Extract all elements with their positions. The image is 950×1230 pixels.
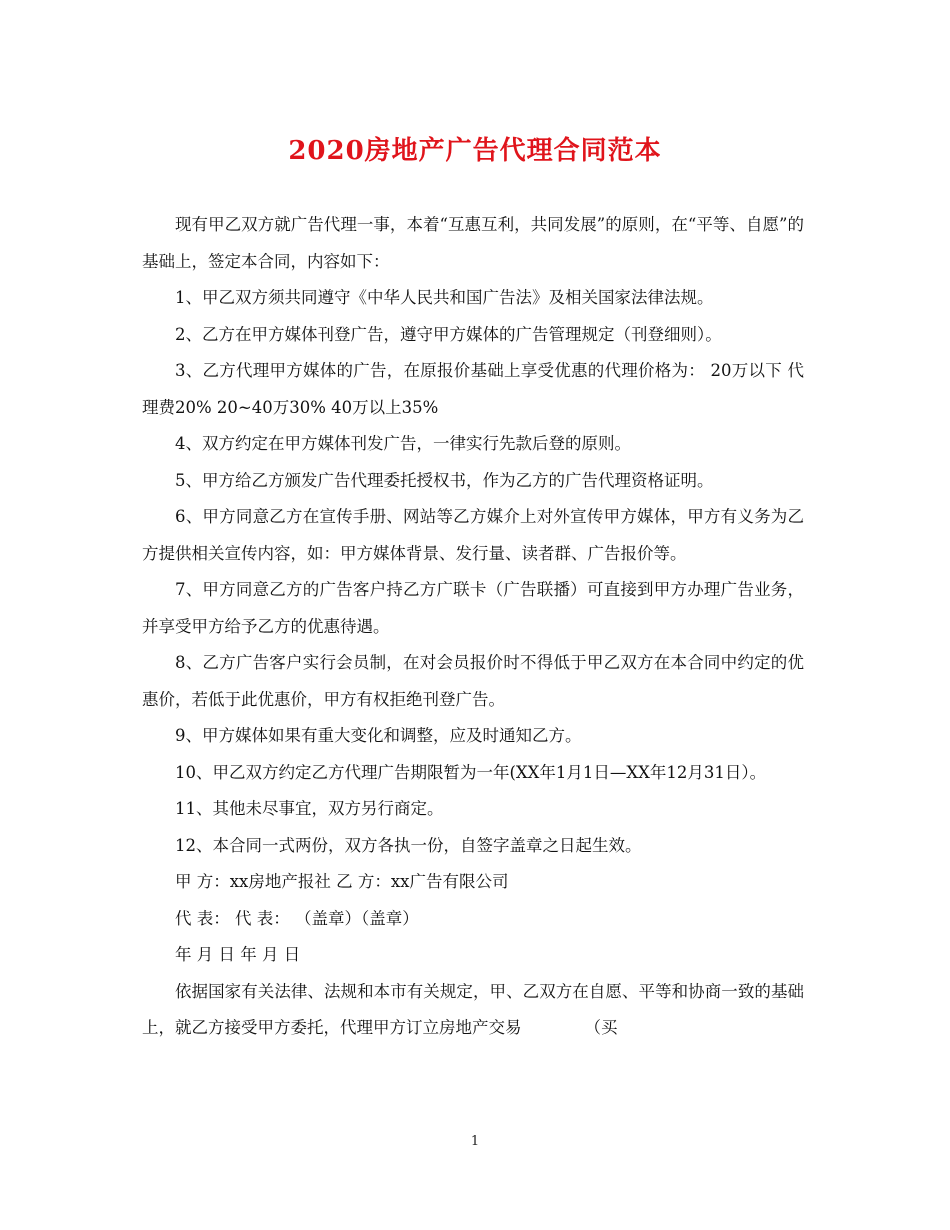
paragraph-clause-12: 12、本合同一式两份，双方各执一份，自签字盖章之日起生效。 <box>175 835 642 855</box>
document-body <box>142 207 804 1047</box>
signature-date-line: 年 月 日 年 月 日 <box>175 945 301 964</box>
document-title: 2020房地产广告代理合同范本 <box>288 136 662 166</box>
paragraph-clause-9: 9、甲方媒体如果有重大变化和调整，应及时通知乙方。 <box>175 726 582 745</box>
paragraph-clause-3: 3、乙方代理甲方媒体的广告，在原报价基础上享受优惠的代理价格为： 20万以下 代理费20% 20~40万30% 40万以上35% <box>142 361 804 417</box>
paragraph-clause-5: 5、甲方给乙方颁发广告代理委托授权书，作为乙方的广告代理资格证明。 <box>175 470 714 490</box>
paragraph-intro: 现有甲乙双方就广告代理一事，本着“互惠互利，共同发展”的原则，在“平等、自愿”的基础上，签定本合同，内容如下： <box>142 215 804 271</box>
paragraph-clause-10: 10、甲乙双方约定乙方代理广告期限暂为一年(XX年1月1日—XX年12月31日）。 <box>175 762 767 782</box>
paragraph-clause-6: 6、甲方同意乙方在宣传手册、网站等乙方媒介上对外宣传甲方媒体，甲方有义务为乙方提供相关宣传内容，如：甲方媒体背景、发行量、读者群、广告报价等。 <box>142 507 804 563</box>
signature-parties-line: 甲 方：xx房地产报社 乙 方：xx广告有限公司 <box>175 872 509 891</box>
paragraph-clause-2: 2、乙方在甲方媒体刊登广告，遵守甲方媒体的广告管理规定（刊登细则）。 <box>175 324 722 344</box>
paragraph-clause-8: 8、乙方广告客户实行会员制，在对会员报价时不得低于甲乙双方在本合同中约定的优惠价，若低于此优惠价，甲方有权拒绝刊登广告。 <box>142 653 804 709</box>
signature-representatives-line: 代 表： 代 表： （盖章）（盖章） <box>175 908 419 928</box>
paragraph-clause-1: 1、甲乙双方须共同遵守《中华人民共和国广告法》及相关国家法律法规。 <box>175 288 714 307</box>
page-number: 1 <box>470 1134 480 1149</box>
paragraph-clause-7: 7、甲方同意乙方的广告客户持乙方广联卡（广告联播）可直接到甲方办理广告业务，并享受甲方给予乙方的优惠待遇。 <box>142 580 804 636</box>
paragraph-clause-4: 4、双方约定在甲方媒体刊发广告，一律实行先款后登的原则。 <box>175 434 631 453</box>
paragraph-clause-11: 11、其他未尽事宜，双方另行商定。 <box>175 799 444 818</box>
paragraph-second-contract-intro: 依据国家有关法律、法规和本市有关规定，甲、乙双方在自愿、平等和协商一致的基础上，就乙方接受甲方委托，代理甲方订立房地产交易 （买 <box>142 981 804 1037</box>
